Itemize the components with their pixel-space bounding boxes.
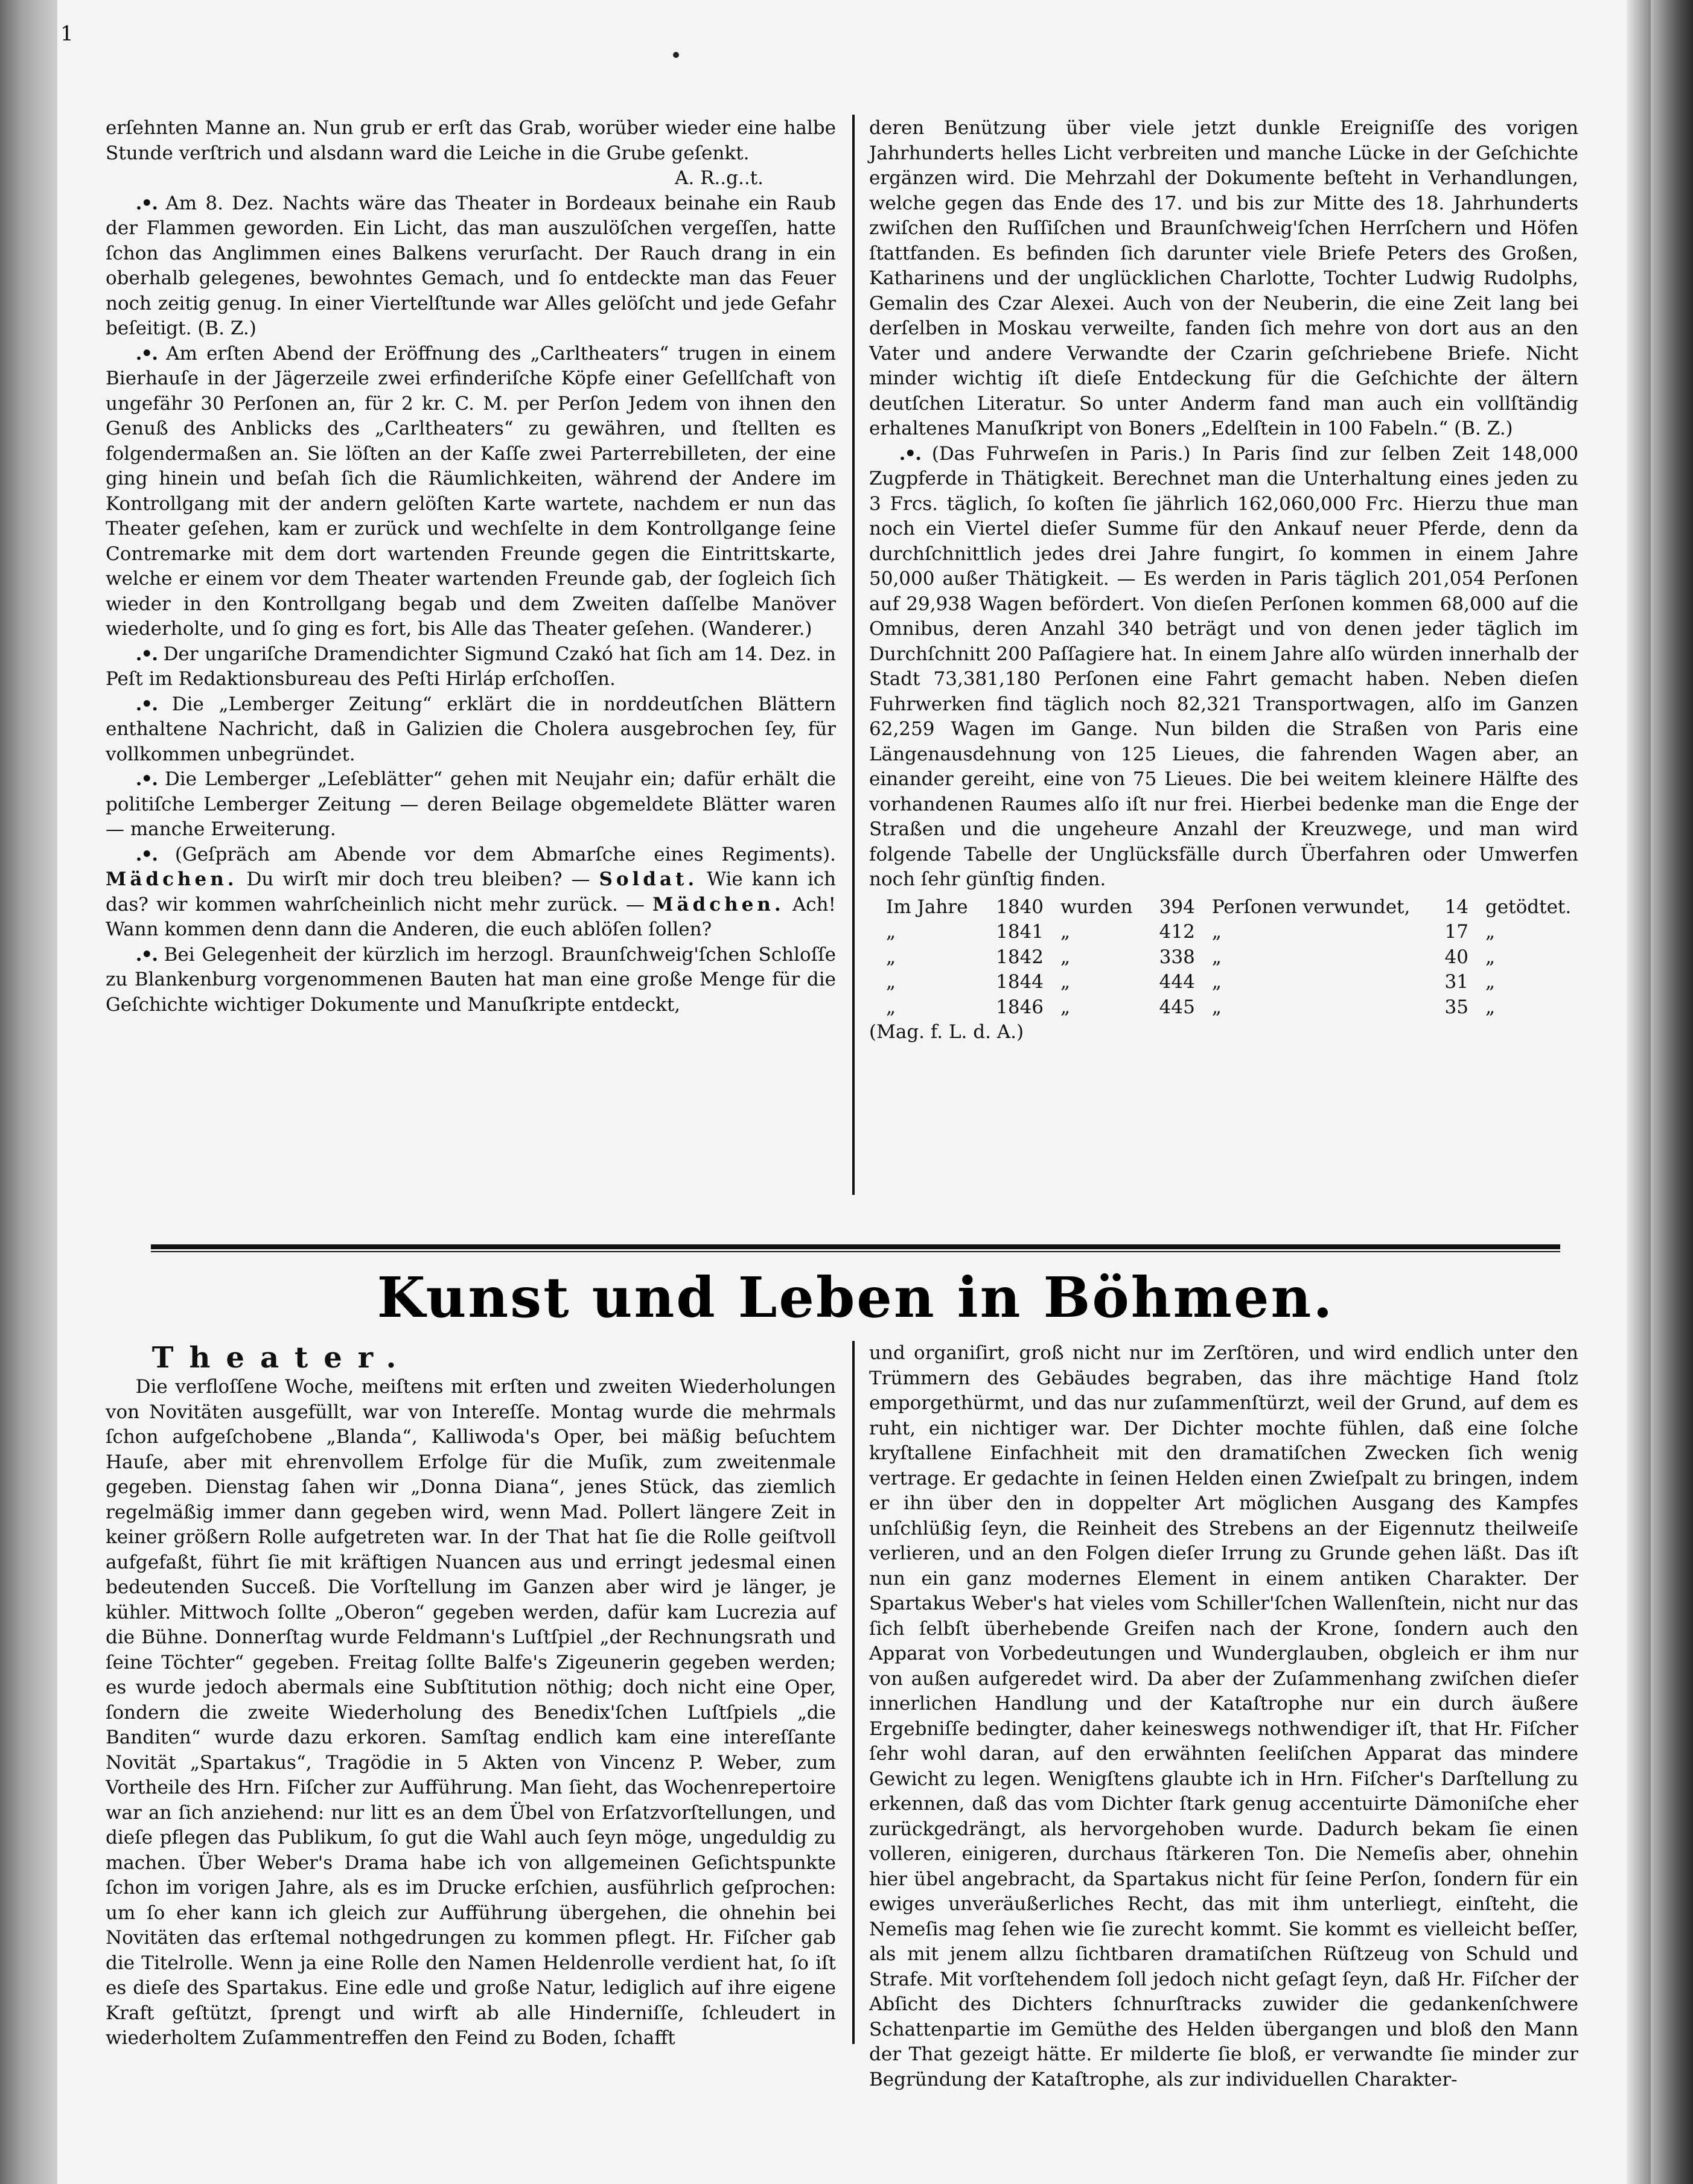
table-cell: 14 bbox=[1444, 896, 1468, 918]
book-edge-right bbox=[1651, 0, 1693, 2184]
table-cell: 35 bbox=[1444, 996, 1468, 1018]
column-bottom-left bbox=[106, 1341, 836, 2051]
table-label: „ bbox=[886, 996, 896, 1018]
source-citation: (Mag. f. L. d. A.) bbox=[869, 1021, 1024, 1043]
accident-table bbox=[869, 895, 1578, 1020]
table-cell: 17 bbox=[1444, 921, 1468, 943]
table-label: „ bbox=[1060, 946, 1071, 968]
table-label: wurden bbox=[1060, 896, 1133, 918]
table-label: „ bbox=[1211, 971, 1222, 993]
table-row bbox=[869, 945, 1578, 970]
article-ending: erſehnten Manne an. Nun grub er erſt das Grab, worüber wieder eine halbe Stunde verſtrich und alsdann ward die Leiche in die Grube geſenkt. A. R..g..t. bbox=[106, 116, 836, 191]
table-label: „ bbox=[1211, 946, 1222, 968]
table-cell: 1840 bbox=[996, 896, 1044, 918]
ink-dot bbox=[673, 52, 679, 58]
article-lesebaetter: .•. Die Lemberger „Leſeblätter“ gehen mit Neujahr ein; dafür erhält die politiſche Lemberger Zeitung — deren Beilage obgemeldete Blätter waren — manche Erweiterung. bbox=[106, 768, 837, 840]
table-label: Perſonen verwundet, bbox=[1211, 896, 1411, 918]
signature: A. R..g..t. bbox=[674, 167, 764, 189]
article-bordeaux-fire: .•. Am 8. Dez. Nachts wäre das Theater in Bordeaux beinahe ein Raub der Flammen geworden. Ein Licht, das man auszulöſchen vergeſſen, hatte ſchon das Anglimmen eines Balkens verurſacht. Der Rauch drang in ein oberhalb gelegenes, bewohntes Gemach, und ſo entdeckte man das Feuer noch zeitig genug. In einer Viertelſtunde war Alles gelöſcht und jede Gefahr beſeitigt. (B. Z.) bbox=[106, 192, 836, 339]
table-cell: 394 bbox=[1159, 896, 1195, 918]
column-divider-top bbox=[852, 115, 855, 1195]
book-gutter-left bbox=[0, 0, 57, 2184]
article-blankenburg-cont: deren Benützung über viele jetzt dunkle Ereigniſſe des vorigen Jahrhunderts helles Licht verbreiten und manche Lücke in der Geſchichte ergänzen wird. Die Mehrzahl der Dokumente beſteht in Verhandlungen, welche gegen das Ende des 17. und bis zur Mitte des 18. Jahrhunderts zwiſchen den Ruſſiſchen und Braunſchweig'ſchen Herrſchern und Höfen ſtattfanden. Es befinden ſich darunter viele Briefe Peters des Großen, Katharinens und der unglücklichen Charlotte, Tochter Ludwig Rudolphs, Gemalin des Czar Alexei. Auch von der Neuberin, die eine Zeit lang bei derſelben in Moskau verweilte, fanden ſich mehre von dort aus an den Vater und andere Verwandte der Czarin geſchriebene Briefe. Nicht minder wichtig iſt dieſe Entdeckung für die Geſchichte der ältern deutſchen Literatur. So unter Anderm fand man auch ein vollſtändig erhaltenes Manuſkript von Boners „Edelſtein in 100 Fabeln.“ (B. Z.) bbox=[869, 117, 1578, 439]
section-marker: .•. bbox=[135, 342, 157, 365]
section-marker: .•. bbox=[135, 192, 157, 214]
article-paris-transport: .•. (Das Fuhrweſen in Paris.) In Paris ſind zur ſelben Zeit 148,000 Zugpferde in Thätigkeit. Berechnet man die Unterhaltung eines jeden zu 3 Frcs. täglich, ſo koſten ſie jährlich 162,060,000 Frc. Hierzu thue man noch ein Viertel dieſer Summe für den Ankauf neuer Pferde, denn da durchſchnittlich jedes drei Jahre fungirt, ſo kommen in einem Jahre 50,000 außer Thätigkeit. — Es werden in Paris täglich 201,054 Perſonen auf 29,938 Wagen befördert. Von dieſen Perſonen kommen 68,000 auf die Omnibus, deren Anzahl 340 beträgt und von denen jeder täglich im Durchſchnitt 200 Paſſagiere hat. In einem Jahre alſo würden innerhalb der Stadt 73,381,180 Perſonen eine Fahrt gemacht haben. Neben dieſen Fuhrwerken find täglich noch 82,321 Transportwagen, alſo im Ganzen 62,259 Wagen im Gange. Nun bilden die Straßen von Paris eine Längenausdehnung von 125 Lieues, die fahrenden Wagen aber, an einander gereiht, eine von 75 Lieues. Die bei weitem kleinere Hälfte des vorhandenen Raumes alſo iſt nur frei. Hierbei bedenke man die Enge der Straßen und die ungeheure Anzahl der Kreuzwege, und man wird folgende Tabelle der Unglücksfälle durch Überfahren oder Umwerfen noch ſehr günſtig finden. bbox=[869, 442, 1578, 890]
table-cell: 444 bbox=[1159, 971, 1195, 993]
section-marker: .•. bbox=[135, 768, 157, 790]
section-marker: .•. bbox=[135, 843, 157, 865]
table-label: „ bbox=[886, 946, 896, 968]
table-cell: 40 bbox=[1444, 946, 1468, 968]
book-spine-right bbox=[1627, 0, 1651, 2184]
table-cell: 412 bbox=[1159, 921, 1195, 943]
table-row bbox=[869, 995, 1578, 1020]
subsection-title: Theater. bbox=[151, 1341, 412, 1375]
table-cell: 31 bbox=[1444, 971, 1468, 993]
article-carltheater: .•. Am erſten Abend der Eröffnung des „Carltheaters“ trugen in einem Bierhauſe in der Jägerzeile zwei erfinderiſche Köpfe einer Geſellſchaft von ungefähr 30 Perſonen an, für 2 kr. C. M. per Perſon Jedem von ihnen den Genuß des Anblicks des „Carltheaters“ zu gewähren, und ſtellten es folgendermaßen an. Sie löſten an der Kaſſe zwei Parterrebilleten, der eine ging hinein und beſah ſich die Räumlichkeiten, während der Andere im Kontrollgang mit der andern gelöſten Karte wartete, nachdem er nun das Theater geſehen, kam er zurück und wechſelte in dem Kontrollgange ſeine Contremarke mit dem dort wartenden Freunde gegen die Eintrittskarte, welche er einem vor dem Theater wartenden Freunde gab, der ſogleich ſich wieder in den Kontrollgang begab und dem Zweiten daſſelbe Manöver wiederholte, und ſo ging es fort, bis Alle das Theater geſehen. (Wanderer.) bbox=[106, 342, 836, 640]
table-label: „ bbox=[1485, 971, 1496, 993]
table-label: „ bbox=[1485, 996, 1496, 1018]
section-marker: .•. bbox=[135, 943, 157, 966]
table-label: „ bbox=[1485, 946, 1496, 968]
table-label: getödtet. bbox=[1485, 896, 1572, 918]
table-cell: 1842 bbox=[996, 946, 1044, 968]
section-headline: Kunst und Leben in Böhmen. bbox=[377, 1265, 1334, 1330]
column-top-left bbox=[106, 116, 836, 1017]
table-label: „ bbox=[1060, 921, 1071, 943]
column-top-right bbox=[869, 116, 1578, 1045]
table-row bbox=[869, 920, 1578, 945]
table-label: „ bbox=[1485, 921, 1496, 943]
theater-review-cont: und organiſirt, groß nicht nur im Zerſtören, und wird endlich unter den Trümmern des Gebäudes begraben, das ihre mächtige Hand ſtolz emporgethürmt, und das nur zuſammenſtürzt, weil der Grund, auf dem es ruht, ein nichtiger war. Der Dichter mochte fühlen, daß eine ſolche kryſtallene Einfachheit mit den dramatiſchen Zwecken ſich wenig vertrage. Er gedachte in ſeinen Helden einen Zwieſpalt zu bringen, indem er ihn über den in doppelter Art möglichen Ausgang des Kampfes unſchlüßig ſeyn, die Reinheit des Strebens an der Eigennutz theilweiſe verlieren, und an den Folgen dieſer Irrung zu Grunde gehen läßt. Das iſt nun ein ganz modernes Element in einem antiken Charakter. Der Spartakus Weber's hat vieles vom Schiller'ſchen Wallenſtein, nicht nur das ſich ſelbſt überhebende Greifen nach der Krone, ſondern auch den Apparat von Vorbedeutungen und Wunderglauben, obgleich er ihm nur von außen aufgeredet wird. Da aber der Zuſammenhang zwiſchen dieſer innerlichen Handlung und der Kataſtrophe nur ein durch äußere Ergebniſſe bedingter, daher keineswegs nothwendiger iſt, that Hr. Fiſcher ſehr wohl daran, auf den erwähnten ſeeliſchen Apparat das mindere Gewicht zu legen. Wenigſtens glaubte ich in Hrn. Fiſcher's Darſtellung zu erkennen, daß das vom Dichter ſtark genug accentuirte Dämoniſche eher zurückgedrängt, als hervorgehoben wurde. Dadurch bekam ſie einen volleren, einigeren, durchaus ſtärkeren Ton. Die Nemeſis aber, ohnehin hier übel angebracht, da Spartakus nicht für ſeine Perſon, ſondern für ein ewiges unveräußerliches Recht, das mit ihm unterliegt, einſteht, die Nemeſis mag ſehen wie ſie zurecht kommt. Sie kommt es vielleicht beſſer, als mit jenem allzu ſichtbaren dramatiſchen Rüſtzeug von Schuld und Strafe. Mit vorſtehendem ſoll jedoch nicht geſagt ſeyn, daß Hr. Fiſcher der Abſicht des Dichters ſchnurſtracks zuwider die gedankenſchwere Schattenpartie im Gemüthe des Helden übergangen und bloß den Mann der That gezeigt hätte. Er milderte ſie bloß, er verwandte ſie minder zur Begründung der Kataſtrophe, als zur individuellen Charakter- bbox=[869, 1342, 1578, 2090]
table-label: „ bbox=[1060, 996, 1071, 1018]
table-label: „ bbox=[886, 971, 896, 993]
table-cell: 445 bbox=[1159, 996, 1195, 1018]
table-row bbox=[869, 970, 1578, 995]
section-rule-thin bbox=[151, 1251, 1560, 1252]
table-cell: 338 bbox=[1159, 946, 1195, 968]
section-marker: .•. bbox=[135, 693, 157, 715]
column-bottom-right bbox=[869, 1341, 1578, 2092]
table-cell: 1844 bbox=[996, 971, 1044, 993]
theater-review: Die verfloſſene Woche, meiſtens mit erſten und zweiten Wiederholungen von Novitäten ausgefüllt, war von Intereſſe. Montag wurde die mehrmals ſchon aufgeſchobene „Blanda“, Kalliwoda's Oper, bei mäßig beſuchtem Hauſe, aber mit ehrenvollem Erfolge für die Muſik, zum zweitenmale gegeben. Dienstag ſahen wir „Donna Diana“, jenes Stück, das ziemlich regelmäßig immer dann gegeben wird, wenn Mad. Pollert längere Zeit in keiner größern Rolle aufgetreten war. In der That hat ſie die Rolle geiſtvoll aufgefaßt, führt ſie mit kräftigen Nuancen aus und erringt jedesmal einen bedeutenden Succeß. Die Vorſtellung im Ganzen aber wird je länger, je kühler. Mittwoch ſollte „Oberon“ gegeben werden, dafür kam Lucrezia auf die Bühne. Donnerſtag wurde Feldmann's Luſtſpiel „der Rechnungsrath und ſeine Töchter“ gegeben. Freitag ſollte Balfe's Zigeunerin gegeben werden; es wurde jedoch abermals eine Subſtitution nöthig; doch nicht eine Oper, ſondern die zweite Wiederholung des Benedix'ſchen Luſtſpiels „die Banditen“ wurde dazu erkoren. Samſtag endlich kam eine intereſſante Novität „Spartakus“, Tragödie in 5 Akten von Vincenz P. Weber, zum Vortheile des Hrn. Fiſcher zur Aufführung. Man ſieht, das Wochenrepertoire war an ſich anziehend: nur litt es an dem Übel von Erſatzvorſtellungen, und dieſe pflegen das Publikum, ſo gut die Wahl auch ſeyn möge, ungeduldig zu machen. Über Weber's Drama habe ich von allgemeinen Geſichtspunkte ſchon im vorigen Jahre, als es im Drucke erſchien, ausführlich geſprochen: um ſo eher kann ich gleich zur Aufführung übergehen, die ohnehin bei Novitäten das erſtemal nothgedrungen zu kommen pflegt. Hr. Fiſcher gab die Titelrolle. Wenn ja eine Rolle den Namen Heldenrolle verdient hat, ſo iſt es dieſe des Spartakus. Eine edle und große Natur, lediglich auf ihre eigene Kraft geſtützt, ſprengt und wirft ab alle Hinderniſſe, ſchleudert in wiederholtem Zuſammentreffen den Feind zu Boden, ſchafft bbox=[106, 1376, 836, 2049]
table-label: „ bbox=[1211, 996, 1222, 1018]
table-label: „ bbox=[886, 921, 896, 943]
article-blankenburg: .•. Bei Gelegenheit der kürzlich im herzogl. Braunſchweig'ſchen Schloſſe zu Blankenburg vorgenommenen Bauten hat man eine große Menge für die Geſchichte wichtiger Dokumente und Manuſkripte entdeckt, bbox=[106, 943, 836, 1016]
article-dialogue: .•. (Geſpräch am Abende vor dem Abmarſche eines Regiments). Mädchen. Du wirſt mir doch treu bleiben? — Soldat. Wie kann ich das? wir kommen wahrſcheinlich nicht mehr zurück. — Mädchen. Ach! Wann kommen denn dann die Anderen, die euch ablöſen ſollen? bbox=[106, 843, 837, 940]
table-row bbox=[869, 895, 1578, 920]
table-cell: 1846 bbox=[996, 996, 1044, 1018]
article-lemberger-zeitung: .•. Die „Lemberger Zeitung“ erklärt die in norddeutſchen Blättern enthaltene Nachricht, daß in Galizien die Cholera ausgebrochen ſey, für vollkommen unbegründet. bbox=[106, 693, 836, 765]
article-czako: .•. Der ungariſche Dramendichter Sigmund Czakó hat ſich am 14. Dez. in Peſt im Redaktionsbureau des Peſti Hirláp erſchoſſen. bbox=[106, 643, 837, 690]
section-rule bbox=[151, 1244, 1560, 1249]
table-label: „ bbox=[1211, 921, 1222, 943]
column-divider-bottom bbox=[852, 1341, 855, 2044]
corner-mark: 1 bbox=[60, 22, 74, 46]
table-cell: 1841 bbox=[996, 921, 1044, 943]
section-marker: .•. bbox=[899, 442, 920, 465]
section-marker: .•. bbox=[135, 643, 157, 665]
table-label: „ bbox=[1060, 971, 1071, 993]
table-label: Im Jahre bbox=[886, 896, 968, 918]
